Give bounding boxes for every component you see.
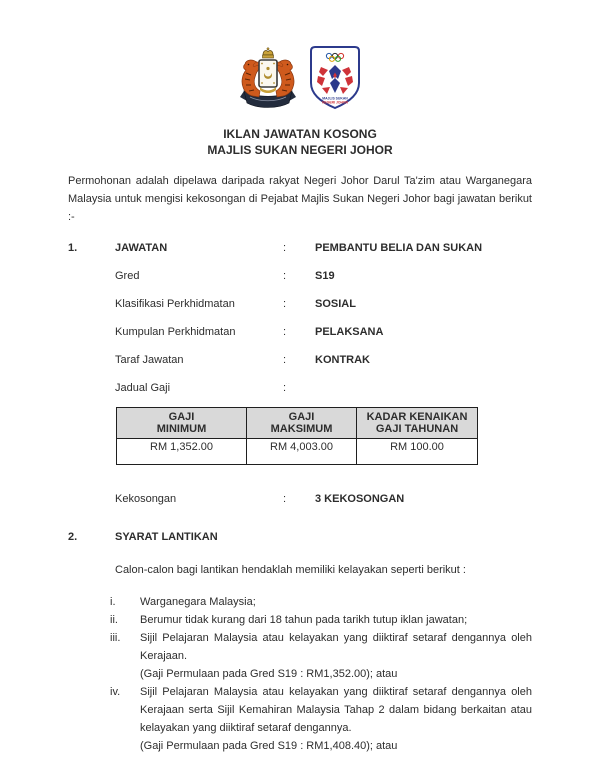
section-1-details: [0, 239, 600, 397]
list-item: [110, 611, 532, 629]
row-spacer: [68, 490, 115, 508]
msnj-logo-text-line2: NEGERI JOHOR: [322, 100, 348, 105]
list-item-text: Sijil Pelajaran Malaysia atau kelayakan yang diiktiraf setaraf dengannya oleh Kerajaan.: [140, 632, 532, 662]
list-item-note: (Gaji Permulaan pada Gred S19 : RM1,352.00); atau: [140, 668, 398, 680]
title-line-1: IKLAN JAWATAN KOSONG: [223, 127, 377, 141]
salary-header-kadar: [357, 408, 478, 439]
intro-paragraph: Permohonan adalah dipelawa daripada rakyat Negeri Johor Darul Ta'zim atau Warganegara Malaysia untuk mengisi kekosongan di Pejabat Majlis Sukan Negeri Johor bagi jawatan berikut :-: [68, 175, 532, 223]
section-2-heading-row: [68, 528, 600, 546]
msnj-shield-logo: [308, 45, 362, 111]
crest-garland: [260, 87, 276, 93]
title-line-2: MAJLIS SUKAN NEGERI JOHOR: [207, 143, 393, 157]
salary-table-value-row: [117, 439, 478, 465]
row-colon: :: [283, 298, 287, 310]
row-spacer: [68, 323, 115, 341]
list-item-text: Berumur tidak kurang dari 18 tahun pada tarikh tutup iklan jawatan;: [140, 614, 468, 626]
list-item-body: [140, 683, 532, 755]
header-line: KADAR KENAIKAN: [366, 411, 468, 423]
detail-row-kekosongan: [68, 490, 600, 508]
msnj-logo-text-line1: MAJLIS SUKAN: [322, 96, 348, 101]
row-label: Gred: [115, 270, 140, 282]
list-item: [110, 683, 532, 755]
section-number: 2.: [68, 531, 78, 543]
header-line: GAJI TAHUNAN: [375, 423, 459, 435]
salary-max-value: RM 4,003.00: [247, 439, 357, 465]
row-label: Taraf Jawatan: [115, 354, 184, 366]
detail-row-jadual-gaji: [68, 379, 600, 397]
row-label: JAWATAN: [115, 242, 168, 254]
row-value: PEMBANTU BELIA DAN SUKAN: [315, 242, 483, 254]
requirements-list: [110, 593, 532, 755]
row-label: Jadual Gaji: [115, 382, 171, 394]
row-colon: :: [283, 242, 287, 254]
row-label: Kekosongan: [115, 493, 177, 505]
crest-crown: [263, 48, 274, 58]
row-label: Klasifikasi Perkhidmatan: [115, 298, 235, 310]
logo-row: [0, 45, 600, 112]
list-item-numeral: iv.: [110, 686, 121, 698]
list-item-note: (Gaji Permulaan pada Gred S19 : RM1,408.40); atau: [140, 740, 398, 752]
row-value: PELAKSANA: [315, 326, 384, 338]
header-line: MAKSIMUM: [270, 423, 333, 435]
salary-table-header-row: [117, 408, 478, 439]
list-item-numeral: i.: [110, 596, 116, 608]
salary-header-max: [247, 408, 357, 439]
row-spacer: [68, 267, 115, 285]
row-spacer: [68, 295, 115, 313]
list-item-numeral: ii.: [110, 614, 118, 626]
row-colon: :: [283, 493, 287, 505]
detail-row-kumpulan: [68, 323, 600, 341]
list-item-text: Sijil Pelajaran Malaysia atau kelayakan yang diiktiraf setaraf dengannya oleh Kerajaan serta Sijil Kemahiran Malaysia Tahap 2 dalam bidang berkaitan atau kelayakan yang diiktiraf setaraf dengannya.: [140, 686, 532, 734]
detail-row-gred: [68, 267, 600, 285]
salary-min-value: RM 1,352.00: [117, 439, 247, 465]
list-item: [110, 593, 532, 611]
list-item: [110, 629, 532, 683]
document-title: [0, 126, 600, 158]
row-value: KONTRAK: [315, 354, 370, 366]
section-number: 1.: [68, 242, 78, 254]
row-value: SOSIAL: [315, 298, 356, 310]
section-2-intro: Calon-calon bagi lantikan hendaklah memiliki kelayakan seperti berikut :: [115, 564, 466, 576]
detail-row-taraf: [68, 351, 600, 369]
row-colon: :: [283, 354, 287, 366]
row-spacer: [68, 351, 115, 369]
header-line: GAJI: [288, 411, 315, 423]
johor-crest-logo: [238, 45, 298, 111]
row-value: S19: [315, 270, 335, 282]
list-item-numeral: iii.: [110, 632, 121, 644]
list-item-text: Warganegara Malaysia;: [140, 596, 256, 608]
section-heading: SYARAT LANTIKAN: [115, 531, 218, 543]
row-value: [315, 379, 600, 397]
row-colon: :: [283, 326, 287, 338]
salary-table: [116, 407, 478, 465]
list-item-body: [140, 629, 532, 683]
salary-header-min: [117, 408, 247, 439]
header-line: MINIMUM: [156, 423, 207, 435]
row-colon: :: [283, 382, 287, 394]
detail-row-jawatan: [68, 239, 600, 257]
row-value: 3 KEKOSONGAN: [315, 493, 405, 505]
row-colon: :: [283, 270, 287, 282]
detail-row-klasifikasi: [68, 295, 600, 313]
row-spacer: [68, 379, 115, 397]
header-line: GAJI: [168, 411, 195, 423]
row-label: Kumpulan Perkhidmatan: [115, 326, 236, 338]
salary-kadar-value: RM 100.00: [357, 439, 478, 465]
crest-shield: [259, 60, 277, 87]
